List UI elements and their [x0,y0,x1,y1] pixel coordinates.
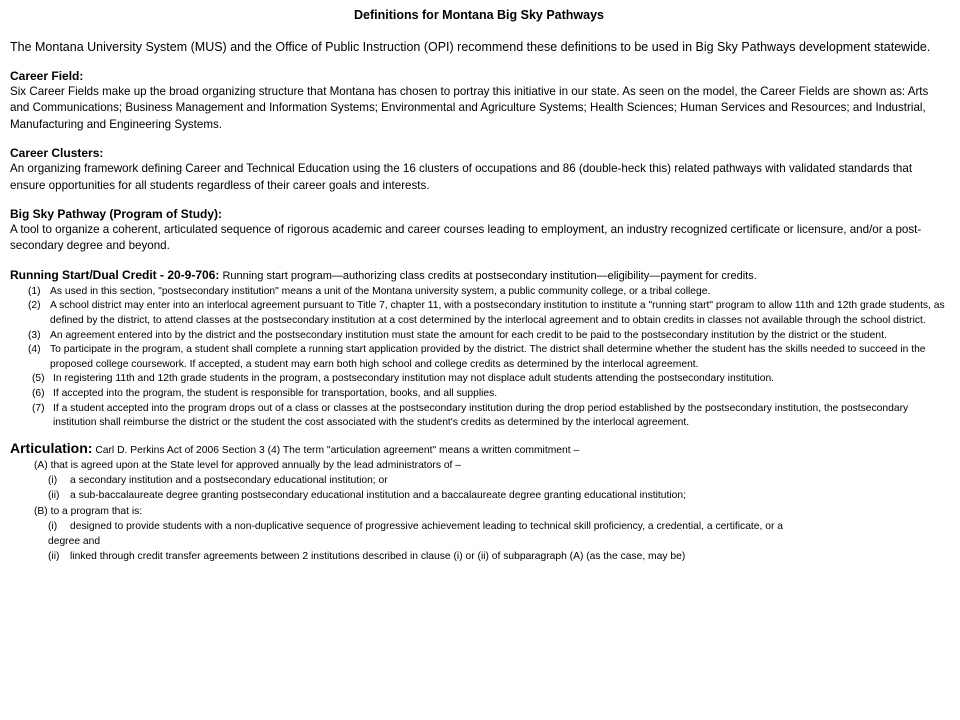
item-number: (ii) [48,551,60,563]
career-field-body: Six Career Fields make up the broad organizing structure that Montana has chosen to portray this initiative in our state. As seen on the model, the Career Fields are shown as: Arts and Communications; Business Management and Information Systems; Environmental and Agriculture Systems; Health Sciences; Human Services and Resources; and Industrial, Manufacturing and Engineering Systems. [10,85,929,131]
running-start-lead: Running start program—authorizing class credits at postsecondary institution—eligibility—payment for credits. [222,269,757,282]
list-item [10,372,948,387]
big-sky-pathway-section [10,206,948,255]
item-text: If accepted into the program, the student is responsible for transportation, books, and all supplies. [53,388,498,399]
articulation-clause-a: (A) that is agreed upon at the State level for approved annually by the lead administrators of – [34,459,462,471]
list-item [10,343,948,372]
item-text: In registering 11th and 12th grade students in the program, a postsecondary institution may not displace adult students attending the postsecondary institution. [53,373,775,385]
running-start-header [10,267,948,284]
item-continuation: degree and [48,536,101,547]
item-text: a sub-baccalaureate degree granting postsecondary educational institution and a baccalaureate degree granting educational institution; [70,490,686,502]
list-item [10,299,948,328]
item-text: A school district may enter into an interlocal agreement pursuant to Title 7, chapter 11, with a postsecondary institution to institute a "running start" program to allow 11th and 12th grade students, as defined by the district, to attend classes at the postsecondary institution at a cost determined by the interlocal agreement and to obtain credits in classes not available through the school district. [50,300,945,327]
running-start-list [10,285,948,431]
list-item [10,473,948,488]
list-item [10,387,948,402]
item-text: If a student accepted into the program drops out of a class or classes at the postsecondary institution during the drop period established by the postsecondary institution, the postsecondary institution shall reimburse the district or the student the cost associated with the student's credits as determined by the interlocal agreement. [53,402,909,429]
big-sky-pathway-body: A tool to organize a coherent, articulated sequence of rigorous academic and career courses leading to employment, an industry recognized certificate or licensure, and/or a post-secondary degree and beyond. [10,223,922,253]
articulation-lead: Carl D. Perkins Act of 2006 Section 3 (4) The term "articulation agreement" means a written commitment – [95,444,580,456]
item-number: (2) [28,300,41,312]
articulation-section [10,441,948,565]
list-item [10,488,948,503]
item-number: (7) [32,402,45,414]
running-start-section [10,267,948,431]
item-text: designed to provide students with a non-duplicative sequence of progressive achievement leading to technical skill proficiency, a credential, a certificate, or a [70,520,783,532]
item-number: (3) [28,329,41,341]
item-text: An agreement entered into by the district and the postsecondary institution must state the amount for each credit to be paid to the postsecondary institution by the district or the student. [50,329,887,341]
career-clusters-body: An organizing framework defining Career and Technical Education using the 16 clusters of occupations and 86 (double-heck this) related pathways with validated standards that ensure opportunities for all students regardless of their career goals and interests. [10,162,913,192]
list-item [10,285,948,300]
item-number: (i) [48,520,58,532]
running-start-heading: Running Start/Dual Credit - 20-9-706: [10,267,220,282]
big-sky-pathway-heading: Big Sky Pathway (Program of Study): [10,207,223,222]
career-field-section [10,68,948,133]
list-item [10,329,948,344]
career-field-heading: Career Field: [10,69,84,83]
articulation-heading: Articulation: [10,439,93,456]
item-number: (1) [28,285,41,297]
intro-paragraph: The Montana University System (MUS) and the Office of Public Instruction (OPI) recommend these definitions to be used in Big Sky Pathways development statewide. [10,40,931,54]
item-text: To participate in the program, a student shall complete a running start application provided by the district. The district shall determine whether the student has the skills needed to succeed in the proposed college coursework. If accepted, a student may earn both high school and college credits as determined by the interlocal agreement. [50,344,926,370]
item-number: (i) [48,475,58,487]
articulation-clause-b: (B) to a program that is: [34,505,143,517]
item-number: (4) [28,344,41,356]
item-text: linked through credit transfer agreements between 2 institutions described in clause (i) or (ii) of subparagraph (A) (as the case, may be) [70,551,686,563]
item-text: a secondary institution and a postsecondary educational institution; or [70,475,388,487]
document-title: Definitions for Montana Big Sky Pathways [353,8,605,22]
articulation-header [10,441,948,458]
list-item [10,402,948,431]
item-text: As used in this section, "postsecondary institution" means a unit of the Montana university system, a public community college, or a tribal college. [50,285,711,297]
career-clusters-section [10,145,948,194]
list-item [10,549,948,564]
item-number: (6) [32,388,45,399]
item-number: (ii) [48,490,60,502]
list-item [10,519,948,534]
item-number: (5) [32,373,45,385]
career-clusters-heading: Career Clusters: [10,146,104,161]
